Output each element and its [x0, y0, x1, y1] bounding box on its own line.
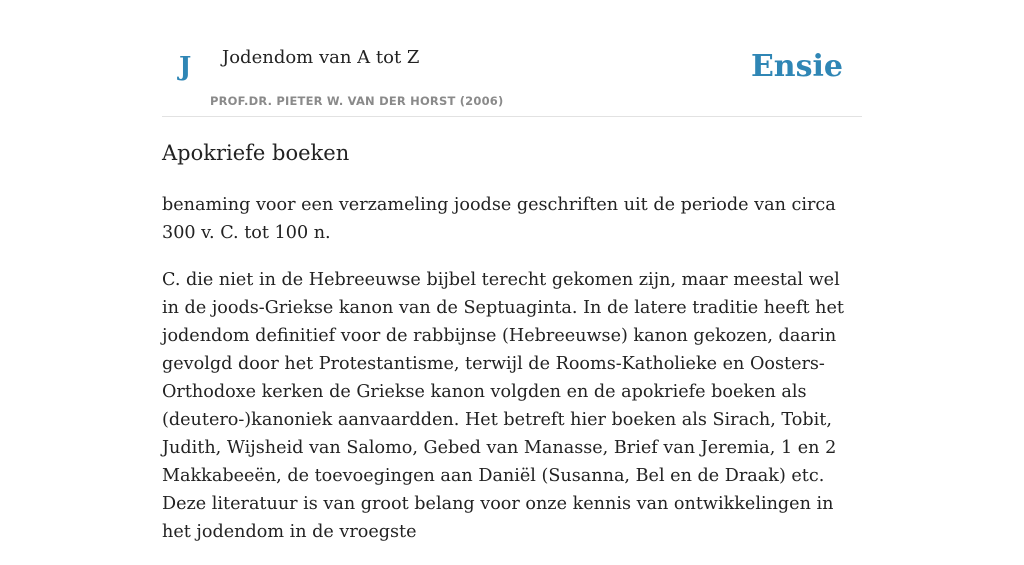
book-title-link[interactable]: Jodendom van A tot Z	[222, 47, 420, 68]
article	[162, 140, 862, 565]
article-title: Apokriefe boeken	[162, 141, 350, 165]
article-paragraph-2: C. die niet in de Hebreeuwse bijbel terecht gekomen zijn, maar meestal wel in de joods-Griekse kanon van de Septuaginta. In de latere traditie heeft het jodendom definitief voor de rabbijnse (Hebreeuwse) kanon gekozen, daarin gevolgd door het Protestantisme, terwijl de Rooms-Katholieke en Oosters-Orthodoxe kerken de Griekse kanon volgden en de apokriefe boeken als (deutero-)kanoniek aanvaardden. Het betreft hier boeken als Sirach, Tobit, Judith, Wijsheid van Salomo, Gebed van Manasse, Brief van Jeremia, 1 en 2 Makkabeeën, de toevoegingen aan Daniël (Susanna, Bel en de Draak) etc. Deze literatuur is van groot belang voor onze kennis van ontwikkelingen in het jodendom in de vroegste	[162, 270, 844, 543]
article-paragraph-1: benaming voor een verzameling joodse geschriften uit de periode van circa 300 v. C. tot 100 n.	[162, 195, 836, 244]
ensie-logo[interactable]: Ensie	[750, 49, 843, 84]
book-author: PROF.DR. PIETER W. VAN DER HORST (2006)	[210, 94, 504, 108]
book-initial-badge[interactable]: J	[179, 52, 192, 82]
page-header	[162, 0, 862, 117]
